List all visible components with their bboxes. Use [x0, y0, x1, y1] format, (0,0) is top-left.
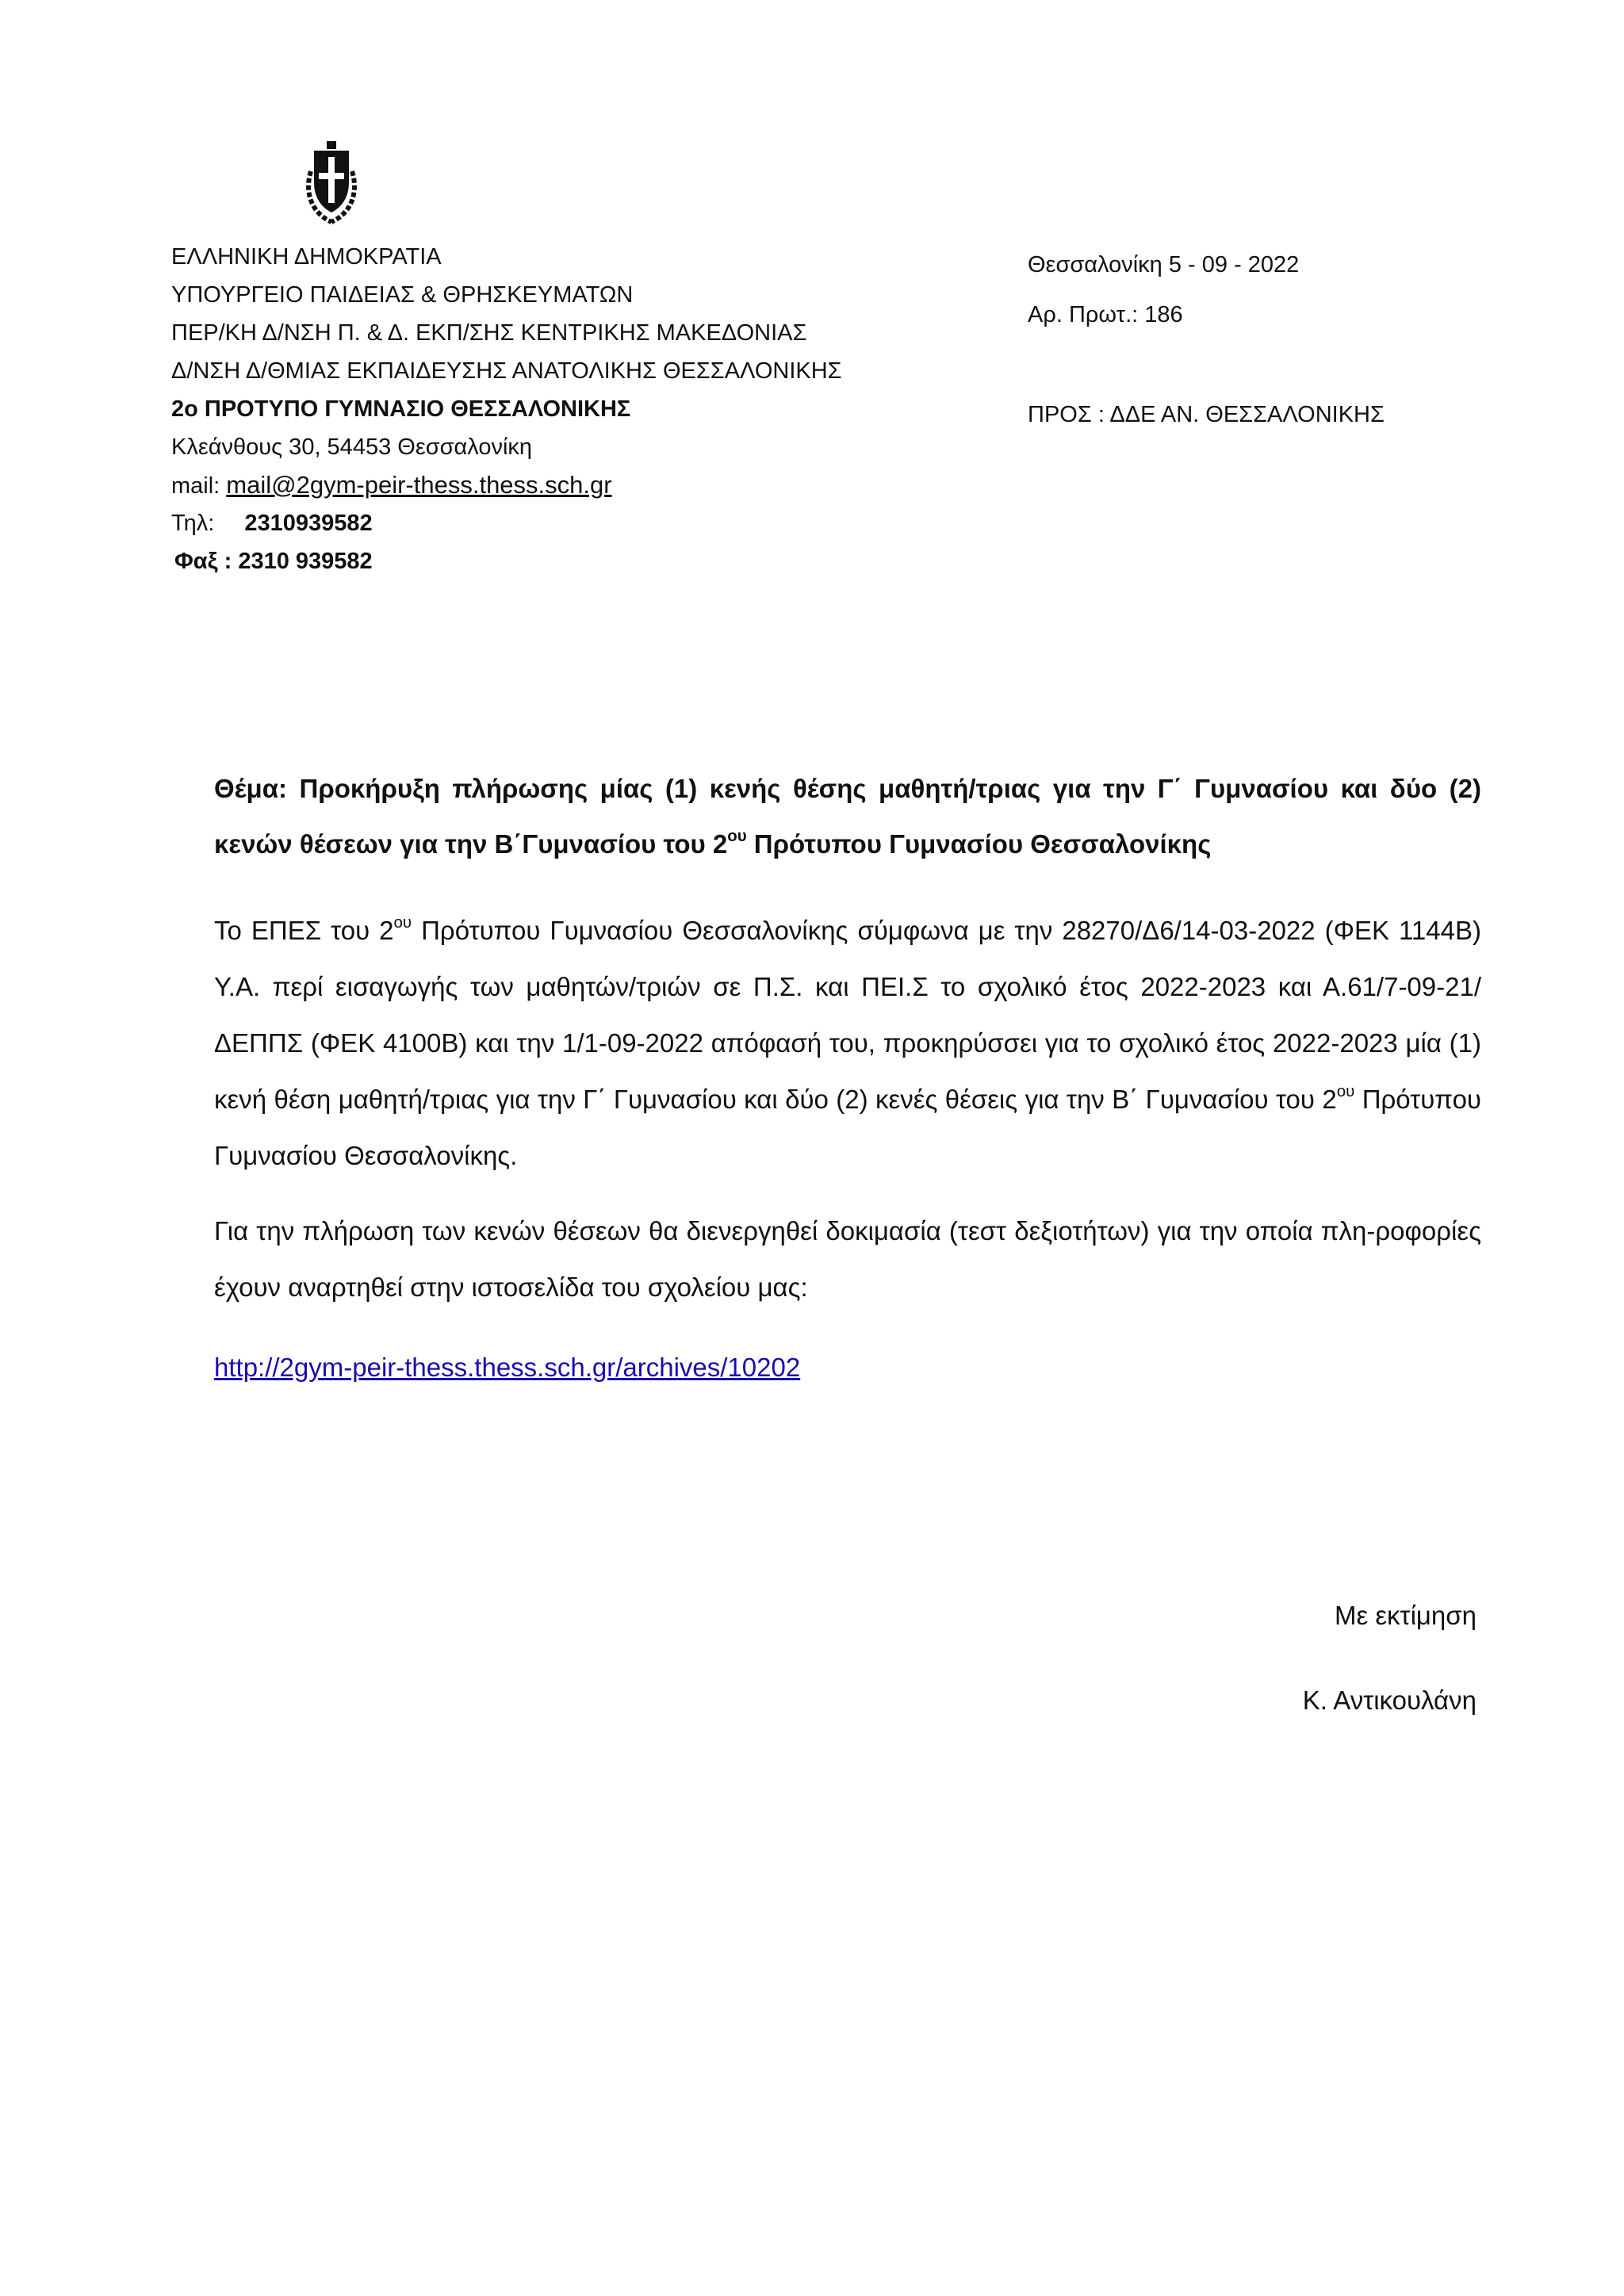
phone-value: 2310939582 [244, 511, 373, 536]
ordinal-suffix: ου [1336, 1081, 1355, 1100]
signature-name: Κ. Αντικουλάνη [1302, 1686, 1477, 1715]
sender-line: ΠΕΡ/ΚΗ Δ/ΝΣΗ Π. & Δ. ΕΚΠ/ΣΗΣ ΚΕΝΤΡΙΚΗΣ ΜΑΚΕΔΟΝΙΑΣ [171, 320, 807, 346]
paragraph-text: Το ΕΠΕΣ του 2 [214, 916, 394, 945]
greek-coat-of-arms-icon [300, 124, 363, 228]
ordinal-suffix: ου [727, 826, 747, 845]
closing-salutation: Με εκτίμηση [1334, 1601, 1477, 1630]
ordinal-suffix: ου [393, 913, 412, 932]
subject-heading [214, 761, 1481, 872]
sender-line: Δ/ΝΣΗ Δ/ΘΜΙΑΣ ΕΚΠΑΙΔΕΥΣΗΣ ΑΝΑΤΟΛΙΚΗΣ ΘΕΣΣΑΛΟΝΙΚΗΣ [171, 358, 842, 384]
mail-label: mail: [171, 473, 220, 499]
recipient: ΠΡΟΣ : ΔΔΕ ΑΝ. ΘΕΣΣΑΛΟΝΙΚΗΣ [1028, 402, 1385, 427]
mail-line [171, 466, 842, 504]
url-line [214, 1344, 800, 1391]
fax-label: Φαξ : [174, 549, 232, 574]
fax-value: 2310 939582 [238, 549, 373, 574]
school-name: 2ο ΠΡΟΤΥΠΟ ΓΥΜΝΑΣΙΟ ΘΕΣΣΑΛΟΝΙΚΗΣ [171, 396, 631, 422]
protocol-number: Αρ. Πρωτ.: 186 [1028, 302, 1183, 327]
paragraph-text: Πρότυπου Γυμνασίου Θεσσαλονίκης. [214, 1085, 1481, 1170]
phone-line [171, 504, 842, 542]
fax-line [171, 542, 842, 580]
info-paragraph: Για την πλήρωση των κενών θέσεων θα διενεργηθεί δοκιμασία (τεστ δεξιοτήτων) για την οποία πλη-ροφορίες έχουν αναρτηθεί στην ιστοσελίδα του σχολείου μας: [214, 1216, 1481, 1302]
sender-block [171, 238, 842, 580]
sender-line: ΕΛΛΗΝΙΚΗ ΔΗΜΟΚΡΑΤΙΑ [171, 244, 442, 270]
school-address: Κλεάνθους 30, 54453 Θεσσαλονίκη [171, 434, 533, 460]
announcement-paragraph [214, 902, 1481, 1184]
subject-text-end: Πρότυπου Γυμνασίου Θεσσαλονίκης [746, 829, 1212, 859]
sender-line: ΥΠΟΥΡΓΕΙΟ ΠΑΙΔΕΙΑΣ & ΘΡΗΣΚΕΥΜΑΤΩΝ [171, 282, 634, 308]
document-date: Θεσσαλονίκη 5 - 09 - 2022 [1028, 252, 1300, 277]
phone-label: Τηλ: [171, 511, 215, 536]
school-archive-link[interactable]: http://2gym-peir-thess.thess.sch.gr/archives/10202 [214, 1353, 801, 1382]
mail-link[interactable]: mail@2gym-peir-thess.thess.sch.gr [226, 471, 612, 499]
document-meta [1028, 240, 1385, 440]
paragraph-text: Πρότυπου Γυμνασίου Θεσσαλονίκης σύμφωνα με την 28270/Δ6/14-03-2022 (ΦΕΚ 1144Β) Υ.Α. περί εισαγωγής των μαθητών/τριών σε Π.Σ. και ΠΕΙ.Σ το σχολικό έτος 2022-2023 και Α.61/7-09-21/ΔΕΠΠΣ (ΦΕΚ 4100Β) και την 1/1-09-2022 απόφασή του, προκηρύσσει για το σχολικό έτος 2022-2023 μία (1) κενή θέση μαθητή/τριας για την Γ΄ Γυμνασίου και δύο (2) κενές θέσεις για την Β΄ Γυμνασίου του 2 [214, 916, 1481, 1114]
subject-text: Θέμα: Προκήρυξη πλήρωσης μίας (1) κενής θέσης μαθητή/τριας για την Γ΄ Γυμνασίου και δύο (2) κενών θέσεων για την Β΄Γυμνασίου του 2 [214, 774, 1481, 859]
